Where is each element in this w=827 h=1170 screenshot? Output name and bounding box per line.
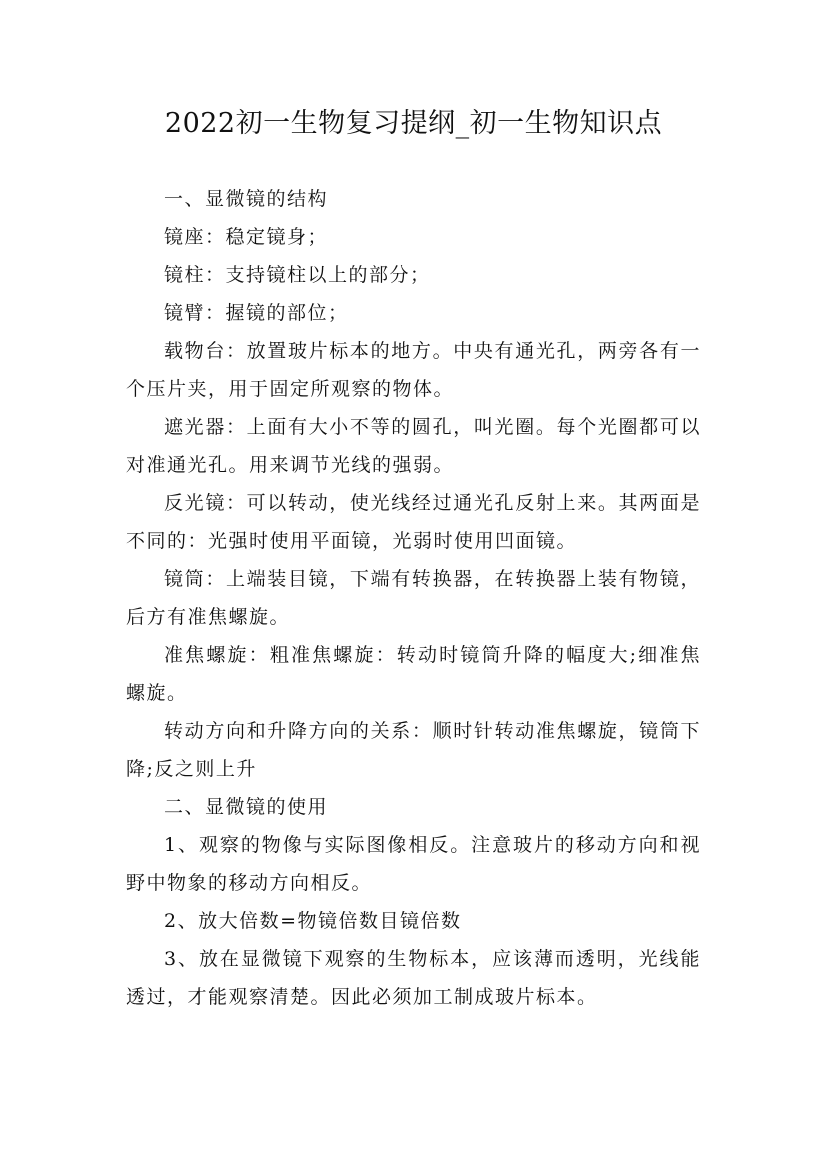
paragraph-use-item-1: 1、观察的物像与实际图像相反。注意玻片的移动方向和视野中物象的移动方向相反。 — [126, 834, 701, 894]
paragraph-diaphragm: 遮光器：上面有大小不等的圆孔，叫光圈。每个光圈都可以对准通光孔。用来调节光线的强弱。 — [126, 416, 701, 476]
document-title: 2022初一生物复习提纲_初一生物知识点 — [164, 108, 663, 139]
paragraph-arm: 镜臂：握镜的部位； — [164, 302, 349, 324]
paragraph-focus-knob: 准焦螺旋：粗准焦螺旋：转动时镜筒升降的幅度大;细准焦螺旋。 — [126, 644, 701, 704]
paragraph-mirror: 反光镜：可以转动，使光线经过通光孔反射上来。其两面是不同的：光强时使用平面镜，光弱时使用凹面镜。 — [126, 492, 701, 552]
paragraph-stage: 载物台：放置玻片标本的地方。中央有通光孔，两旁各有一个压片夹，用于固定所观察的物体。 — [126, 340, 701, 400]
paragraph-pillar: 镜柱：支持镜柱以上的部分； — [164, 264, 431, 286]
paragraph-use-item-2: 2、放大倍数=物镜倍数目镜倍数 — [164, 910, 462, 932]
paragraph-rotation-direction: 转动方向和升降方向的关系：顺时针转动准焦螺旋，镜筒下降;反之则上升 — [126, 720, 701, 780]
document-body — [126, 180, 701, 1016]
paragraph-tube: 镜筒：上端装目镜，下端有转换器，在转换器上装有物镜，后方有准焦螺旋。 — [126, 568, 701, 628]
paragraph-base: 镜座：稳定镜身； — [164, 226, 329, 248]
paragraph-microscope-use-heading: 二、显微镜的使用 — [164, 796, 329, 818]
paragraph-use-item-3: 3、放在显微镜下观察的生物标本，应该薄而透明，光线能透过，才能观察清楚。因此必须加工制成玻片标本。 — [126, 948, 701, 1008]
paragraph-microscope-structure-heading: 一、显微镜的结构 — [164, 188, 329, 210]
